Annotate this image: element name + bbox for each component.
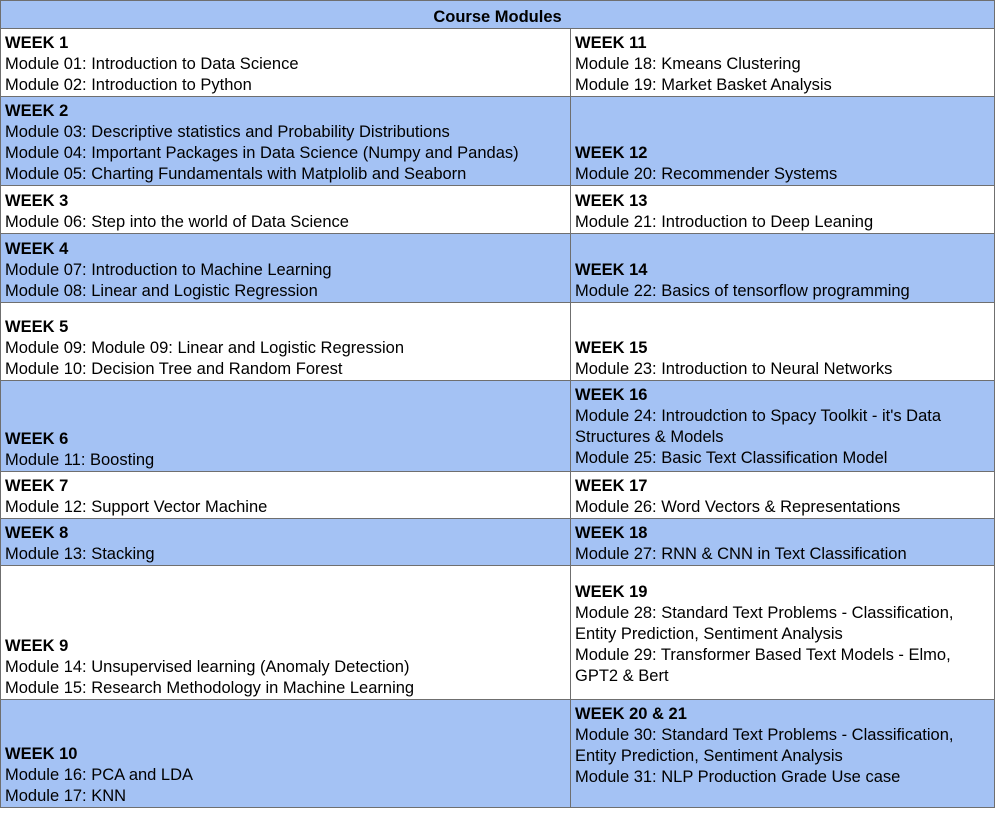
week-cell-left xyxy=(1,519,571,566)
week-label: WEEK 5 xyxy=(5,318,69,336)
module-entry: Module 02: Introduction to Python xyxy=(5,76,252,94)
week-label: WEEK 15 xyxy=(575,339,648,357)
week-cell-left xyxy=(1,472,571,519)
header-row xyxy=(1,1,995,29)
week-label: WEEK 17 xyxy=(575,477,648,495)
week-cell-right xyxy=(571,519,995,566)
module-entry: Module 05: Charting Fundamentals with Matplolib and Seaborn xyxy=(5,165,467,183)
week-cell-left xyxy=(1,381,571,472)
module-entry: Module 31: NLP Production Grade Use case xyxy=(575,768,901,786)
week-row xyxy=(1,29,995,97)
week-label: WEEK 10 xyxy=(5,745,78,763)
week-cell-right xyxy=(571,381,995,472)
module-entry: Module 09: Module 09: Linear and Logistic Regression xyxy=(5,339,404,357)
week-row xyxy=(1,186,995,234)
week-cell-left xyxy=(1,303,571,381)
module-entry: Module 12: Support Vector Machine xyxy=(5,498,268,516)
module-entry: Module 28: Standard Text Problems - Classification, Entity Prediction, Sentiment Analysis xyxy=(575,604,954,643)
week-label: WEEK 20 & 21 xyxy=(575,705,687,723)
module-entry: Module 26: Word Vectors & Representations xyxy=(575,498,901,516)
week-label: WEEK 14 xyxy=(575,261,648,279)
module-entry: Module 16: PCA and LDA xyxy=(5,766,194,784)
module-entry: Module 18: Kmeans Clustering xyxy=(575,55,801,73)
module-entry: Module 11: Boosting xyxy=(5,451,155,469)
week-label: WEEK 4 xyxy=(5,240,69,258)
week-label: WEEK 12 xyxy=(575,144,648,162)
week-cell-left xyxy=(1,234,571,303)
module-entry: Module 27: RNN & CNN in Text Classification xyxy=(575,545,907,563)
week-row xyxy=(1,381,995,472)
module-entry: Module 13: Stacking xyxy=(5,545,155,563)
week-cell-right xyxy=(571,303,995,381)
week-row xyxy=(1,566,995,700)
table-body xyxy=(1,1,995,808)
week-cell-left xyxy=(1,186,571,234)
table-title: Course Modules xyxy=(1,1,995,29)
week-row xyxy=(1,234,995,303)
module-entry: Module 19: Market Basket Analysis xyxy=(575,76,832,94)
module-entry: Module 21: Introduction to Deep Leaning xyxy=(575,213,874,231)
week-row xyxy=(1,700,995,808)
week-label: WEEK 1 xyxy=(5,34,69,52)
week-cell-right xyxy=(571,29,995,97)
week-label: WEEK 11 xyxy=(575,34,647,52)
week-row xyxy=(1,519,995,566)
week-label: WEEK 18 xyxy=(575,524,648,542)
module-entry: Module 25: Basic Text Classification Model xyxy=(575,449,888,467)
module-entry: Module 14: Unsupervised learning (Anomaly Detection) xyxy=(5,658,410,676)
module-entry: Module 10: Decision Tree and Random Forest xyxy=(5,360,343,378)
week-cell-left xyxy=(1,97,571,186)
week-label: WEEK 19 xyxy=(575,583,648,601)
week-cell-right xyxy=(571,566,995,700)
week-cell-left xyxy=(1,700,571,808)
week-label: WEEK 13 xyxy=(575,192,648,210)
module-entry: Module 04: Important Packages in Data Science (Numpy and Pandas) xyxy=(5,144,519,162)
module-entry: Module 03: Descriptive statistics and Probability Distributions xyxy=(5,123,450,141)
week-label: WEEK 9 xyxy=(5,637,69,655)
week-label: WEEK 2 xyxy=(5,102,69,120)
module-entry: Module 22: Basics of tensorflow programming xyxy=(575,282,910,300)
week-cell-left xyxy=(1,566,571,700)
module-entry: Module 01: Introduction to Data Science xyxy=(5,55,299,73)
module-entry: Module 23: Introduction to Neural Networks xyxy=(575,360,893,378)
module-entry: Module 30: Standard Text Problems - Classification, Entity Prediction, Sentiment Analysis xyxy=(575,726,954,765)
module-entry: Module 17: KNN xyxy=(5,787,127,805)
week-label: WEEK 16 xyxy=(575,386,648,404)
week-label: WEEK 3 xyxy=(5,192,69,210)
week-row xyxy=(1,472,995,519)
week-cell-right xyxy=(571,186,995,234)
week-label: WEEK 6 xyxy=(5,430,69,448)
module-entry: Module 20: Recommender Systems xyxy=(575,165,838,183)
week-label: WEEK 7 xyxy=(5,477,69,495)
module-entry: Module 08: Linear and Logistic Regression xyxy=(5,282,318,300)
module-entry: Module 06: Step into the world of Data Science xyxy=(5,213,349,231)
module-entry: Module 15: Research Methodology in Machine Learning xyxy=(5,679,415,697)
module-entry: Module 07: Introduction to Machine Learning xyxy=(5,261,332,279)
week-row xyxy=(1,303,995,381)
week-label: WEEK 8 xyxy=(5,524,69,542)
week-cell-right xyxy=(571,472,995,519)
week-cell-right xyxy=(571,700,995,808)
module-entry: Module 24: Introudction to Spacy Toolkit - it's Data Structures & Models xyxy=(575,407,942,446)
week-cell-right xyxy=(571,234,995,303)
module-entry: Module 29: Transformer Based Text Models - Elmo, GPT2 & Bert xyxy=(575,646,951,685)
week-cell-left xyxy=(1,29,571,97)
week-row xyxy=(1,97,995,186)
week-cell-right xyxy=(571,97,995,186)
